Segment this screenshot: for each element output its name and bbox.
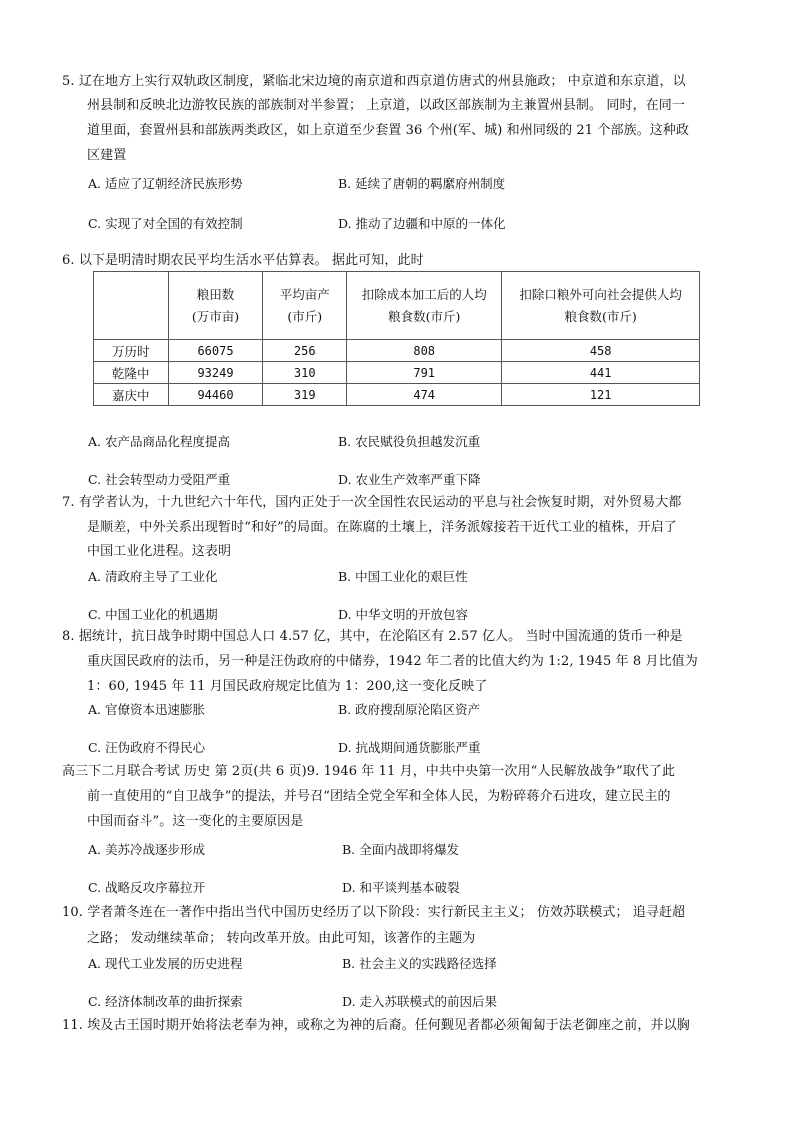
q8-option-c[interactable]: C. 汪伪政府不得民心: [88, 740, 206, 755]
table-cell: 310: [263, 362, 347, 384]
q10-stem-line-1: 10. 学者萧冬连在一著作中指出当代中国历史经历了以下阶段：实行新民主主义； 仿效苏联模式； 追寻赶超: [62, 905, 686, 920]
table-cell: 458: [502, 340, 700, 362]
table-header-cell: 扣除口粮外可向社会提供人均 粮食数(市斤): [502, 272, 700, 340]
q6-option-c[interactable]: C. 社会转型动力受阻严重: [88, 472, 231, 487]
table-cell: 808: [347, 340, 502, 362]
q5-stem-line-2: 州县制和反映北边游牧民族的部族制对半参置； 上京道，以政区部族制为主兼置州县制。 同时，在同一: [87, 98, 685, 113]
q10-stem-line-2: 之路； 发动继续革命； 转向改革开放。由此可知，该著作的主题为: [87, 931, 476, 946]
q6-data-table: [93, 271, 700, 406]
q9-option-a[interactable]: A. 美苏冷战逐步形成: [88, 842, 205, 857]
table-row: [94, 340, 700, 362]
q10-option-a[interactable]: A. 现代工业发展的历史进程: [88, 956, 243, 971]
table-cell-period: 嘉庆中: [94, 384, 169, 406]
q5-stem-line-3: 道里面，套置州县和部族两类政区，如上京道至少套置 36 个州(军、城) 和州同级的 21 个部族。这种政: [87, 123, 690, 138]
table-header-row: [94, 272, 700, 340]
q8-stem-line-3: 1：60, 1945 年 11 月国民政府规定比值为 1：200,这一变化反映了: [87, 679, 488, 694]
q7-stem-line-2: 是顺差，中外关系出现暂时“和好”的局面。在陈腐的土壤上，洋务派嫁接若干近代工业的植株，开启了: [87, 520, 677, 535]
q7-option-d[interactable]: D. 中华文明的开放包容: [338, 607, 469, 622]
q10-option-c[interactable]: C. 经济体制改革的曲折探索: [88, 994, 243, 1009]
q9-stem-line-2: 前一直使用的“自卫战争”的提法，并号召“团结全党全军和全体人民，为粉碎蒋介石进攻，建立民主的: [87, 789, 671, 804]
table-cell: 474: [347, 384, 502, 406]
q6-stem: 6. 以下是明清时期农民平均生活水平估算表。 据此可知，此时: [62, 253, 424, 268]
q5-option-b[interactable]: B. 延续了唐朝的羁縻府州制度: [338, 176, 506, 191]
table-header-cell: 扣除成本加工后的人均 粮食数(市斤): [347, 272, 502, 340]
q7-stem-line-3: 中国工业化进程。这表明: [87, 544, 232, 559]
q6-option-d[interactable]: D. 农业生产效率严重下降: [338, 472, 481, 487]
table-cell: 121: [502, 384, 700, 406]
table-header-blank: [94, 272, 169, 340]
q5-option-c[interactable]: C. 实现了对全国的有效控制: [88, 216, 243, 231]
table-cell: 93249: [168, 362, 263, 384]
table-cell: 441: [502, 362, 700, 384]
table-cell-period: 万历时: [94, 340, 169, 362]
q5-option-d[interactable]: D. 推动了边疆和中原的一体化: [338, 216, 506, 231]
q8-option-d[interactable]: D. 抗战期间通货膨胀严重: [338, 740, 481, 755]
table-cell: 256: [263, 340, 347, 362]
q7-option-b[interactable]: B. 中国工业化的艰巨性: [338, 569, 468, 584]
q9-stem-line-3: 中国而奋斗”。这一变化的主要原因是: [87, 814, 304, 829]
q9-option-c[interactable]: C. 战略反攻序幕拉开: [88, 880, 206, 895]
q8-stem-line-1: 8. 据统计，抗日战争时期中国总人口 4.57 亿，其中，在沦陷区有 2.57 亿人。 当时中国流通的货币一种是: [62, 629, 683, 644]
q7-stem-line-1: 7. 有学者认为，十九世纪六十年代，国内正处于一次全国性农民运动的平息与社会恢复时期，对外贸易大都: [62, 495, 682, 510]
table-cell: 791: [347, 362, 502, 384]
q9-option-b[interactable]: B. 全面内战即将爆发: [342, 842, 460, 857]
table-cell-period: 乾隆中: [94, 362, 169, 384]
q7-option-c[interactable]: C. 中国工业化的机遇期: [88, 607, 218, 622]
q10-option-d[interactable]: D. 走入苏联模式的前因后果: [342, 994, 498, 1009]
q11-stem-line-1: 11. 埃及古王国时期开始将法老奉为神，或称之为神的后裔。任何觐见者都必须匍匐于法老御座之前，并以胸: [62, 1018, 690, 1033]
table-cell: 66075: [168, 340, 263, 362]
table-row: [94, 384, 700, 406]
q9-stem-line-1: 高三下二月联合考试 历史 第 2页(共 6 页)9. 1946 年 11 月，中共中央第一次用“人民解放战争”取代了此: [62, 764, 676, 779]
table-cell: 94460: [168, 384, 263, 406]
q10-option-b[interactable]: B. 社会主义的实践路径选择: [342, 956, 497, 971]
q5-stem-line-4: 区建置: [87, 148, 127, 163]
table-cell: 319: [263, 384, 347, 406]
q6-option-b[interactable]: B. 农民赋役负担越发沉重: [338, 434, 481, 449]
table-header-cell: 平均亩产 (市斤): [263, 272, 347, 340]
q7-option-a[interactable]: A. 清政府主导了工业化: [88, 569, 218, 584]
q5-option-a[interactable]: A. 适应了辽朝经济民族形势: [88, 176, 243, 191]
table-header-cell: 粮田数 (万市亩): [168, 272, 263, 340]
q8-option-b[interactable]: B. 政府搜刮原沦陷区资产: [338, 702, 481, 717]
q5-stem-line-1: 5. 辽在地方上实行双轨政区制度，紧临北宋边境的南京道和西京道仿唐式的州县施政； 中京道和东京道，以: [62, 74, 686, 89]
q6-option-a[interactable]: A. 农产品商品化程度提高: [88, 434, 230, 449]
q8-option-a[interactable]: A. 官僚资本迅速膨胀: [88, 702, 205, 717]
table-row: [94, 362, 700, 384]
q8-stem-line-2: 重庆国民政府的法币，另一种是汪伪政府的中储券，1942 年二者的比值大约为 1:2, 1945 年 8 月比值为: [87, 654, 698, 669]
q9-option-d[interactable]: D. 和平谈判基本破裂: [342, 880, 460, 895]
